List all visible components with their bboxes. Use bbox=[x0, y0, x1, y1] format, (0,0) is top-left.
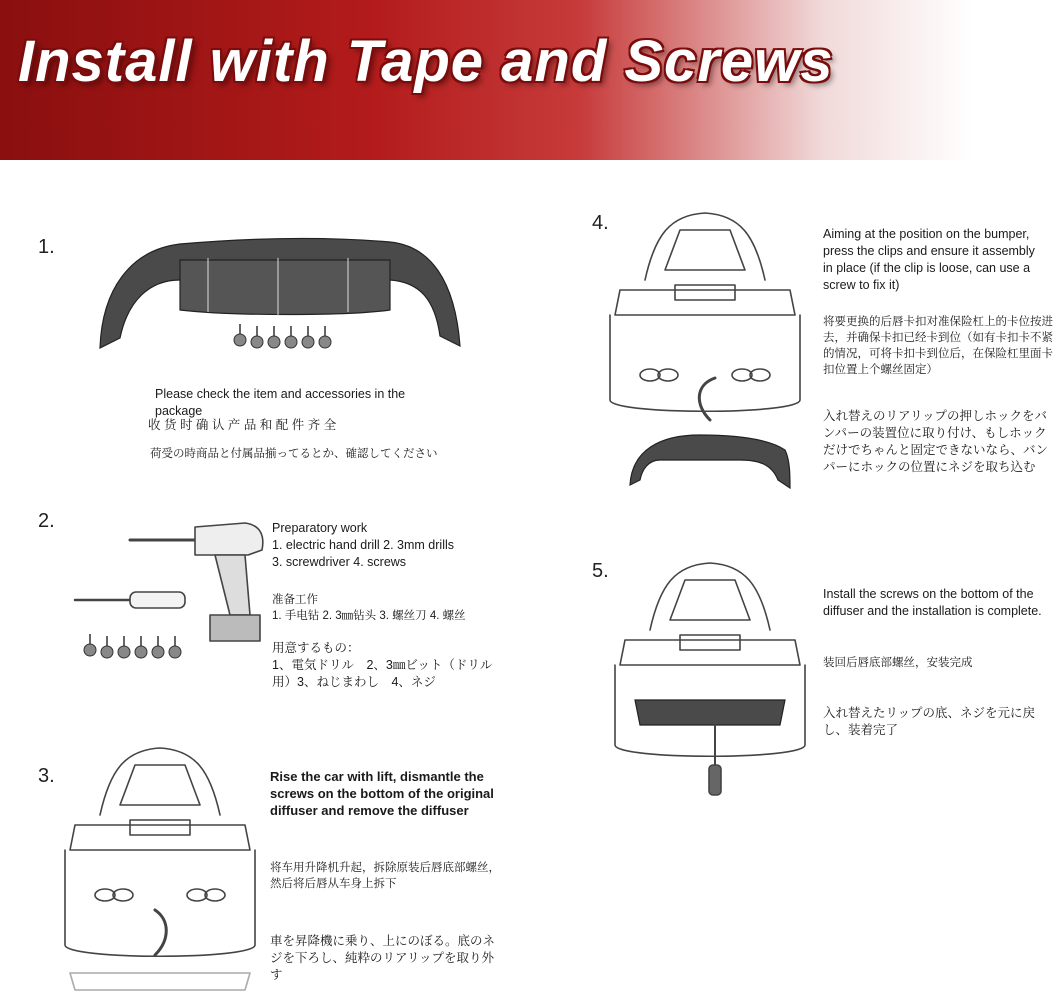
header-banner bbox=[0, 0, 1057, 160]
step-4-english: Aiming at the position on the bumper, press the clips and ensure it assembly in place (if the clip is loose, can use a screw to fix it) bbox=[823, 227, 1035, 292]
step-3-english: Rise the car with lift, dismantle the screws on the bottom of the original diffuser and remove the diffuser bbox=[270, 769, 494, 818]
step-5-japanese: 入れ替えたリップの底、ネジを元に戻し、装着完了 bbox=[823, 706, 1036, 737]
step-1-line-3: 荷受の時商品と付属品揃ってるとか、確認してください bbox=[150, 448, 438, 460]
step-1-line-2: 收 货 时 确 认 产 品 和 配 件 齐 全 bbox=[148, 418, 337, 432]
step-4-japanese: 入れ替えのリアリップの押しホックをバンパーの装置位に取り付け、もしホックだけでちゃんと固定できないなら、バンパーにホックの位置にネジを取ち込む bbox=[823, 409, 1049, 474]
screws-illustration-2 bbox=[80, 628, 190, 660]
step-4-chinese: 将要更换的后唇卡扣对准保险杠上的卡位按进去，并确保卡扣已经卡到位（如有卡扣卡不紧的情况，可将卡扣卡到位后，在保险杠里面卡扣位置上个螺丝固定） bbox=[823, 316, 1053, 376]
step-5-english: Install the screws on the bottom of the diffuser and the installation is complete. bbox=[823, 587, 1042, 618]
step-2-japanese: 用意するもの： 1、電気ドリル 2、3㎜ビット（ドリル用）3、ねじまわし 4、ネジ bbox=[272, 641, 493, 689]
car-rear-illustration-2 bbox=[600, 210, 815, 500]
step-5-number: 5. bbox=[592, 560, 609, 582]
car-rear-illustration-3 bbox=[605, 560, 820, 800]
step-3-number: 3. bbox=[38, 765, 55, 787]
step-1-number: 1. bbox=[38, 236, 55, 258]
step-2-english: Preparatory work 1. electric hand drill 2. 3mm drills 3. screwdriver 4. screws bbox=[272, 521, 455, 569]
step-3-chinese: 将车用升降机升起，拆除原装后唇底部螺丝，然后将后唇从车身上拆下 bbox=[270, 862, 500, 890]
step-4-number: 4. bbox=[592, 212, 609, 234]
step-3-japanese: 車を昇降機に乗り、上にのぼる。底のネジを下ろし、純粋のリアリップを取り外す bbox=[270, 934, 496, 982]
screws-illustration bbox=[230, 322, 340, 352]
step-1-line-1: Please check the item and accessories in the package bbox=[155, 387, 406, 418]
step-2-chinese: 准备工作 1. 手电钻 2. 3㎜钻头 3. 螺丝刀 4. 螺丝 bbox=[272, 594, 466, 622]
step-2-number: 2. bbox=[38, 510, 55, 532]
step-5-chinese: 装回后唇底部螺丝，安装完成 bbox=[823, 657, 973, 669]
car-rear-illustration bbox=[55, 745, 265, 995]
page-title: Install with Tape and Screws bbox=[18, 29, 834, 94]
